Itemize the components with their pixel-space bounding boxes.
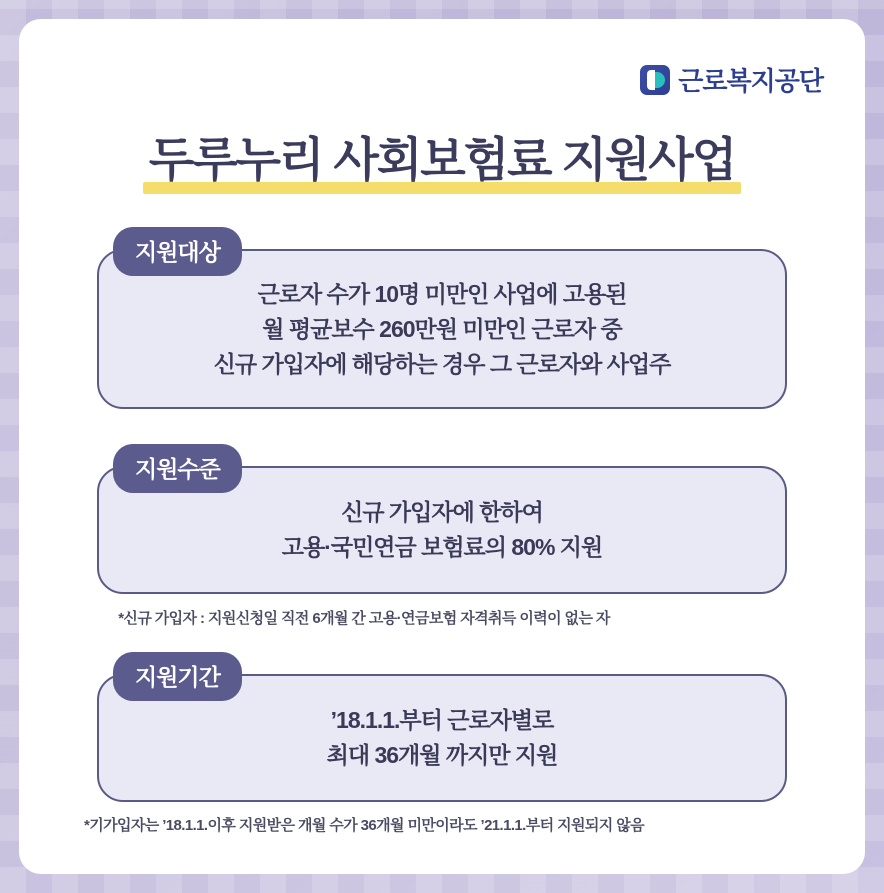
body-line: 최대 36개월 까지만 지원 <box>326 742 558 768</box>
body-line: 신규 가입자에 한하여 <box>341 499 543 525</box>
note-existing-subscriber: *기가입자는 ’18.1.1.이후 지원받은 개월 수가 36개월 미만이라도 ’21.1.1.부터 지원되지 않음 <box>83 817 644 834</box>
body-line: 월 평균보수 260만원 미만인 근로자 중 <box>262 315 622 342</box>
body-line: 고용·국민연금 보험료의 80% 지원 <box>281 534 603 560</box>
section-body-text <box>198 277 687 382</box>
poster-card <box>19 19 865 874</box>
brand-name: 근로복지공단 <box>678 66 823 96</box>
title-text: 두루누리 사회보험료 지원사업 <box>148 133 736 186</box>
korea-workers-compensation-welfare-service-logo-icon <box>640 65 670 95</box>
section-tag-support-target: 지원대상 <box>113 227 242 276</box>
body-line: ’18.1.1.부터 근로자별로 <box>330 707 554 733</box>
body-line: 근로자 수가 10명 미만인 사업에 고용된 <box>257 280 627 307</box>
section-body-text <box>311 703 574 773</box>
note-new-subscriber: *신규 가입자 : 지원신청일 직전 6개월 간 고용·연금보험 자격취득 이력이 없는 자 <box>118 610 610 627</box>
body-line: 신규 가입자에 해당하는 경우 그 근로자와 사업주 <box>213 350 671 377</box>
section-tag-support-period: 지원기간 <box>113 652 242 701</box>
brand-logo <box>640 61 823 98</box>
section-body-text <box>266 495 618 565</box>
page-title <box>19 123 865 194</box>
section-tag-support-level: 지원수준 <box>113 444 242 493</box>
